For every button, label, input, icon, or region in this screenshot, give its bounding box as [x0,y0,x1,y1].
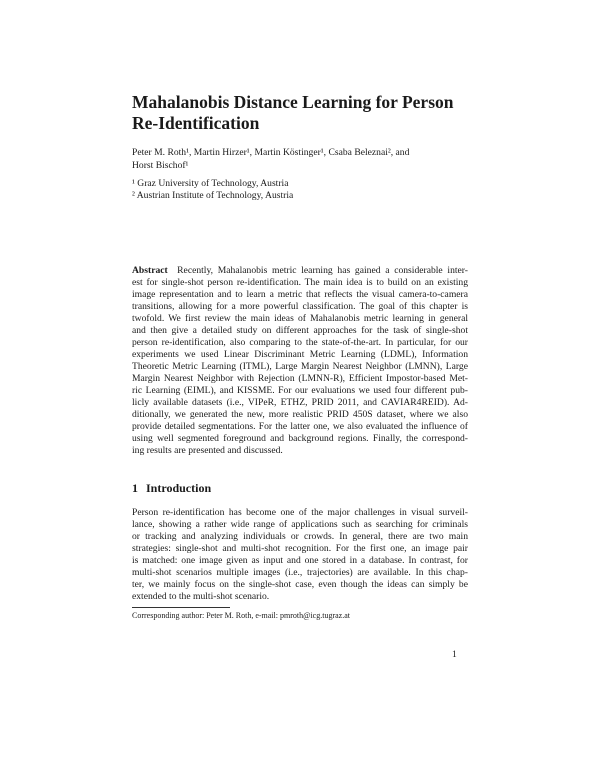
affiliation: ¹ Graz University of Technology, Austria [132,178,289,189]
affiliation: ² Austrian Institute of Technology, Austria [132,189,294,201]
title-line: Re-Identification [132,113,260,133]
abstract [132,265,468,457]
abstract-line: ing results are presented and discussed. [132,445,283,456]
abstract-line: ditionally, we generated the new, more realistic PRID 450S dataset, where we also [132,409,468,420]
abstract-line: licly available datasets (i.e., VIPeR, ETHZ, PRID 2011, and CAVIAR4REID). Ad- [132,397,468,408]
section-heading-introduction [132,481,211,496]
abstract-label: Abstract [132,265,168,276]
intro-line: Person re-identification has become one of the major challenges in visual surveil- [132,507,468,518]
intro-line: strategies: single-shot and multi-shot recognition. For the first one, an image pair [132,543,468,554]
intro-line: extended to the multi-shot scenario. [132,591,270,602]
abstract-line: Theoretic Metric Learning (ITML), Large Margin Nearest Neighbor (LMNN), Large [132,361,468,372]
paper-title [132,92,472,134]
page-number: 1 [452,649,457,660]
abstract-line: Margin Nearest Neighbor with Rejection (LMNN-R), Efficient Impostor-based Met- [132,373,468,384]
abstract-line: image representation and to learn a metric that reflects the visual camera-to-camera [132,289,468,300]
intro-line: ter, we mainly focus on the single-shot case, even though the ideas can simply be [132,579,468,590]
author-list [132,147,472,172]
intro-line: or tracking and analyzing individuals or crowds. In general, there are two main [132,531,468,542]
abstract-line: experiments we used Linear Discriminant Metric Learning (LDML), Information [132,349,468,360]
title-line: Mahalanobis Distance Learning for Person [132,92,454,112]
abstract-line: provide detailed segmentations. For the latter one, we also evaluated the influence of [132,421,468,432]
abstract-line: person re-identification, also comparing to the state-of-the-art. In particular, for our [132,337,468,348]
abstract-line: twofold. We first review the main ideas of Mahalanobis metric learning in general [132,313,468,324]
footnote-divider [132,607,230,608]
abstract-line: transitions, allowing for a more powerful classification. The goal of this chapter is [132,301,468,312]
abstract-line: ric Learning (EIML), and KISSME. For our evaluations we used four different pub- [132,385,468,396]
abstract-line: and then give a detailed study on different approaches for the task of single-shot [132,325,468,336]
introduction-body [132,507,468,603]
authors-line: Horst Bischof¹ [132,159,189,171]
section-title: Introduction [146,481,212,495]
intro-line: lance, showing a rather wide range of applications such as searching for criminals [132,519,468,530]
abstract-line: using well segmented foreground and background regions. Finally, the correspond- [132,433,468,444]
affiliations [132,178,472,201]
abstract-line: Abstract Recently, Mahalanobis metric learning has gained a considerable inter- [132,265,468,276]
intro-line: is matched: one image given as input and one stored in a database. In contrast, for [132,555,468,566]
intro-line: multi-shot scenarios multiple images (i.e., trajectories) are available. In this chap- [132,567,468,578]
section-number: 1 [132,481,138,495]
authors-line: Peter M. Roth¹, Martin Hirzer¹, Martin Köstinger¹, Csaba Beleznai², and [132,147,410,158]
footnote: Corresponding author: Peter M. Roth, e-mail: pmroth@icg.tugraz.at [132,611,350,620]
abstract-line: est for single-shot person re-identification. The main idea is to build on an existing [132,277,468,288]
